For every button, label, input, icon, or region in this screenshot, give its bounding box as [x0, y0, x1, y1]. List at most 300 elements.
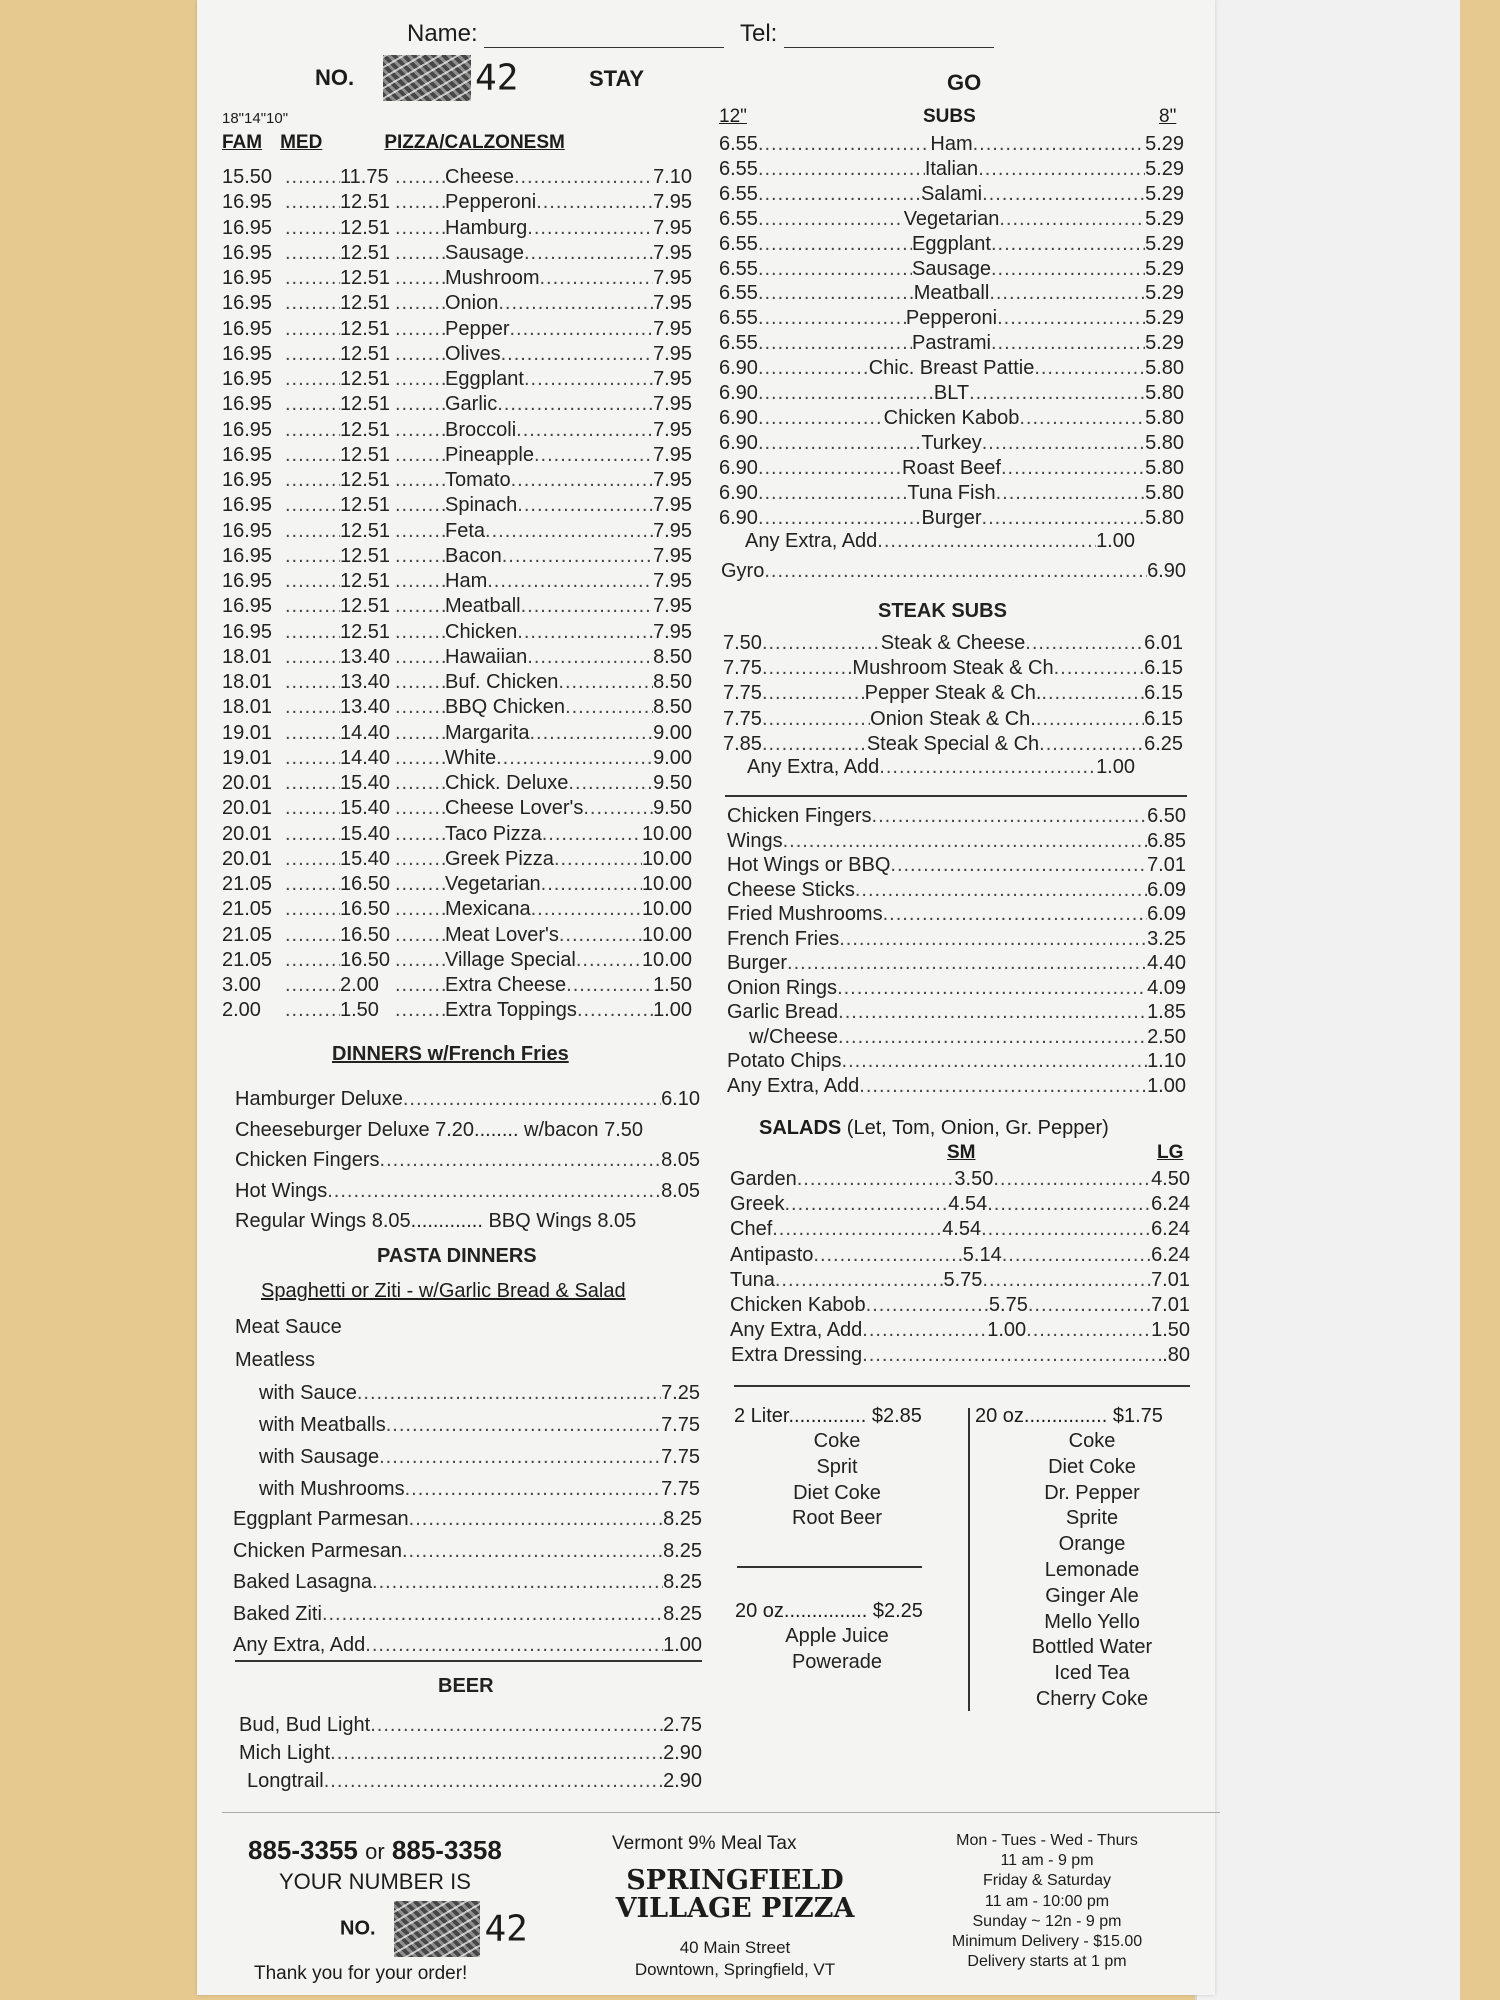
- sub-row-lg-price: 6.90: [719, 406, 758, 429]
- sub-row-sm-price: 5.80: [1145, 481, 1184, 504]
- salad-sm-price: 5.75: [988, 1294, 1028, 1316]
- sub-row-lg-price: 6.55: [719, 257, 758, 280]
- dot-leader: [395, 166, 445, 189]
- sub-extra-price: 1.00: [1096, 530, 1135, 552]
- sub-row: [719, 357, 1184, 380]
- side-name: French Fries: [727, 927, 840, 950]
- dot-leader: [285, 318, 340, 341]
- dot-leader: [395, 444, 445, 467]
- dot-leader: [982, 507, 1146, 530]
- side-name: Chicken Fingers: [727, 805, 872, 827]
- number-stamp: [383, 55, 471, 101]
- subs-size-lg: 12": [719, 106, 747, 127]
- pasta-price: 1.00: [663, 1634, 702, 1656]
- pizza-name: Meat Lover's: [445, 923, 559, 946]
- name-label: Name:: [407, 20, 478, 47]
- twenty-oz-a-item: Powerade: [791, 1650, 883, 1673]
- dot-leader: [285, 166, 340, 189]
- sub-row: [719, 407, 1184, 430]
- dot-leader: [762, 657, 852, 680]
- pizza-sm-price: 7.95: [653, 267, 692, 289]
- dot-leader: [502, 545, 653, 568]
- dot-leader: [357, 1382, 661, 1405]
- tel-field[interactable]: [740, 20, 994, 48]
- side-price: 4.40: [1147, 952, 1186, 974]
- steak-row-sm-price: 6.25: [1144, 732, 1184, 755]
- footer-ticket-number: 42: [484, 1908, 528, 1950]
- pizza-fam-price: 21.05: [222, 923, 273, 946]
- dot-leader: [1028, 1294, 1151, 1317]
- steak-row-lg-price: 7.75: [723, 682, 762, 705]
- meal-tax-note: Vermont 9% Meal Tax: [612, 1833, 797, 1854]
- brand-logo: [590, 1867, 880, 1923]
- pizza-name: Garlic: [445, 393, 498, 416]
- sub-row-sm-price: 5.80: [1145, 357, 1184, 380]
- pizza-sm-price: 7.95: [653, 292, 692, 315]
- pizza-fam-price: 15.50: [222, 166, 273, 188]
- size-fam: 18": [222, 110, 245, 127]
- sub-row-sm-price: 5.29: [1145, 157, 1184, 180]
- hours-line: Mon - Tues - Wed - Thurs: [956, 1832, 1138, 1849]
- side-price: 6.50: [1147, 805, 1186, 827]
- dot-leader: [395, 646, 445, 669]
- gyro-price: 6.90: [1147, 560, 1186, 582]
- salads-note: (Let, Tom, Onion, Gr. Pepper): [846, 1117, 1109, 1139]
- dot-leader: [395, 873, 445, 896]
- pizza-sm-price: 8.50: [653, 645, 692, 668]
- pasta-row: [233, 1508, 702, 1531]
- pizza-fam-price: 16.95: [222, 519, 273, 542]
- sub-row-name: Meatball: [913, 282, 990, 305]
- side-row: [727, 1075, 1186, 1098]
- dot-leader: [982, 183, 1145, 206]
- dot-leader: [379, 1446, 661, 1469]
- pizza-fam-price: 16.95: [222, 191, 273, 214]
- sub-row-sm-price: 5.29: [1145, 133, 1185, 155]
- dot-leader: [583, 797, 653, 820]
- pizza-sm-price: 7.95: [653, 393, 692, 416]
- sub-row: [719, 158, 1184, 181]
- dot-leader: [403, 1088, 661, 1111]
- pizza-sm-price: 7.95: [653, 494, 692, 517]
- pizza-sm-price: 7.95: [653, 418, 692, 441]
- side-price: 1.10: [1147, 1050, 1186, 1072]
- dot-leader: [395, 595, 445, 618]
- sub-row-name: Sausage: [912, 257, 991, 280]
- side-price: 1.00: [1147, 1074, 1186, 1097]
- dot-leader: [395, 848, 445, 871]
- side-row: [749, 1026, 1186, 1049]
- dot-leader: [758, 258, 912, 281]
- dot-leader: [516, 419, 653, 442]
- side-price: 6.09: [1147, 878, 1186, 901]
- dot-leader: [758, 208, 904, 231]
- steak-row-sm-price: 6.15: [1144, 707, 1183, 730]
- pizza-fam-price: 16.95: [222, 342, 273, 365]
- salad-row: [730, 1244, 1190, 1267]
- sub-row-sm-price: 5.29: [1145, 307, 1184, 330]
- pizza-sm-price: 1.00: [653, 999, 692, 1022]
- dot-leader: [285, 949, 340, 972]
- twenty-oz-b-item: Dr. Pepper: [1044, 1481, 1140, 1504]
- name-blank[interactable]: [484, 28, 724, 48]
- sub-row-lg-price: 6.90: [719, 481, 758, 504]
- pizza-med-price: 12.51: [340, 469, 391, 491]
- salads-header: [759, 1117, 1109, 1140]
- side-row: [727, 854, 1186, 877]
- side-name: Wings: [727, 829, 783, 852]
- dot-leader: [285, 545, 340, 568]
- dot-leader: [395, 974, 445, 997]
- dinner-row: [235, 1149, 700, 1172]
- sub-row-sm-price: 5.29: [1145, 207, 1185, 230]
- sub-row-lg-price: 6.90: [719, 382, 758, 404]
- salad-row: [730, 1319, 1190, 1342]
- dot-leader: [862, 1344, 1162, 1367]
- address-line-1: 40 Main Street: [679, 1938, 791, 1957]
- twenty-oz-b-label: 20 oz...............: [975, 1405, 1108, 1427]
- pizza-med-price: 16.50: [340, 898, 391, 921]
- pasta-option-price: 7.75: [661, 1446, 700, 1468]
- twenty-oz-a-price: $2.25: [872, 1600, 923, 1622]
- pizza-row: [222, 999, 692, 1022]
- dot-leader: [529, 722, 653, 745]
- pizza-column-header: [222, 132, 692, 154]
- dot-leader: [989, 282, 1145, 305]
- menu-paper: [197, 0, 1215, 1995]
- hours-line: Sunday ~ 12n - 9 pm: [972, 1912, 1122, 1930]
- address-block: [590, 1937, 880, 1981]
- pizza-name: Vegetarian: [445, 873, 541, 895]
- dot-leader: [285, 974, 340, 997]
- dot-leader: [510, 318, 654, 341]
- sub-row-lg-price: 6.90: [719, 456, 758, 479]
- dot-leader: [534, 444, 653, 467]
- salad-lg-price: 6.24: [1151, 1218, 1190, 1241]
- dinner-row-price: 8.05: [661, 1179, 700, 1202]
- dot-leader: [1019, 407, 1145, 430]
- dot-leader: [1054, 657, 1144, 680]
- pasta-option-row: [259, 1382, 700, 1405]
- sub-row-lg-price: 6.55: [719, 133, 758, 155]
- salad-row: [730, 1218, 1190, 1241]
- side-price: 7.01: [1147, 854, 1186, 876]
- pizza-fam-price: 19.01: [222, 721, 273, 744]
- dot-leader: [762, 682, 865, 705]
- two-liter-list: [737, 1429, 937, 1532]
- pizza-name: Hamburg: [445, 216, 528, 239]
- dot-leader: [285, 217, 340, 240]
- pizza-size-row: [222, 110, 692, 127]
- salad-sm-price: 5.14: [962, 1243, 1002, 1266]
- ticket-header: [315, 55, 518, 101]
- dot-leader: [758, 133, 930, 156]
- pizza-fam-price: 18.01: [222, 645, 273, 668]
- pizza-med-price: 16.50: [340, 923, 391, 946]
- sub-row-lg-price: 6.55: [719, 207, 758, 230]
- dot-leader: [285, 999, 340, 1022]
- pizza-sm-price: 7.95: [653, 368, 692, 390]
- dot-leader: [758, 382, 934, 405]
- pizza-name: Mexicana: [445, 898, 531, 921]
- pizza-row: [222, 823, 692, 846]
- twenty-oz-a-label: 20 oz...............: [735, 1600, 868, 1622]
- steak-row-lg-price: 7.75: [723, 657, 762, 680]
- two-liter-item: Coke: [813, 1430, 861, 1452]
- side-price: 6.09: [1147, 903, 1186, 925]
- pizza-sm-price: 9.50: [653, 772, 692, 794]
- sub-row-name: Burger: [921, 506, 982, 529]
- dot-leader: [409, 1508, 663, 1531]
- side-row: [727, 903, 1186, 926]
- tel-blank[interactable]: [784, 28, 994, 48]
- pizza-fam-price: 16.95: [222, 620, 273, 643]
- sub-row: [719, 307, 1184, 330]
- pasta-title: PASTA DINNERS: [377, 1245, 537, 1267]
- thank-you-text: Thank you for your order!: [254, 1963, 468, 1984]
- pizza-med-price: 12.51: [340, 544, 391, 567]
- sub-row-lg-price: 6.90: [719, 357, 758, 380]
- side-row: [727, 977, 1186, 1000]
- dot-leader: [324, 1770, 663, 1793]
- pizza-row: [222, 520, 692, 543]
- sub-row-name: Eggplant: [912, 232, 991, 255]
- pizza-fam-price: 16.95: [222, 393, 273, 416]
- name-field[interactable]: [407, 20, 724, 48]
- dot-leader: [559, 924, 642, 947]
- pizza-med-price: 14.40: [340, 746, 391, 769]
- dot-leader: [981, 1218, 1151, 1241]
- sides-divider: [725, 795, 1187, 797]
- pizza-fam-price: 20.01: [222, 847, 273, 870]
- pizza-row: [222, 595, 692, 618]
- dot-leader: [554, 848, 642, 871]
- gyro-label: Gyro: [721, 560, 765, 582]
- pasta-row: [233, 1571, 702, 1594]
- dot-leader: [991, 233, 1145, 256]
- pizza-row: [222, 419, 692, 442]
- dot-leader: [285, 873, 340, 896]
- pizza-row: [222, 671, 692, 694]
- dot-leader: [982, 1269, 1151, 1292]
- salad-name: Chicken Kabob: [730, 1294, 866, 1316]
- pizza-row: [222, 924, 692, 947]
- pizza-row: [222, 898, 692, 921]
- pizza-fam-price: 20.01: [222, 797, 273, 820]
- pizza-sm-price: 7.10: [653, 166, 692, 188]
- dot-leader: [866, 1294, 989, 1317]
- dinner-row: [235, 1210, 700, 1233]
- dot-leader: [859, 1075, 1147, 1098]
- dot-leader: [1026, 1319, 1151, 1342]
- pizza-name: Ham: [445, 570, 488, 592]
- dot-leader: [395, 292, 445, 315]
- pizza-row: [222, 242, 692, 265]
- dot-leader: [539, 267, 653, 290]
- pizza-sm-price: 1.50: [653, 974, 692, 996]
- two-liter-item: Sprit: [816, 1455, 858, 1478]
- dot-leader: [395, 772, 445, 795]
- pizza-sm-price: 10.00: [641, 847, 692, 870]
- phone-line: [248, 1835, 502, 1866]
- pizza-fam-price: 16.95: [222, 570, 273, 592]
- dot-leader: [758, 457, 902, 480]
- pizza-row: [222, 873, 692, 896]
- twenty-oz-b-item: Bottled Water: [1031, 1636, 1153, 1659]
- phone-or: or: [365, 1839, 385, 1864]
- pizza-row: [222, 343, 692, 366]
- dot-leader: [395, 520, 445, 543]
- dot-leader: [839, 928, 1147, 951]
- dot-leader: [566, 974, 653, 997]
- dot-leader: [837, 977, 1147, 1000]
- dot-leader: [758, 282, 914, 305]
- dot-leader: [395, 419, 445, 442]
- pasta-option-price: 7.25: [661, 1382, 700, 1404]
- drinks-vertical-divider: [968, 1408, 970, 1711]
- steak-row: [723, 682, 1183, 705]
- dot-leader: [879, 756, 1096, 779]
- dot-leader: [285, 823, 340, 846]
- gyro-row: [721, 560, 1186, 583]
- sub-row: [719, 332, 1184, 355]
- dot-leader: [982, 432, 1145, 455]
- dot-leader: [395, 217, 445, 240]
- side-price: 4.09: [1147, 976, 1186, 999]
- dot-leader: [758, 507, 922, 530]
- side-row: [727, 879, 1186, 902]
- pizza-med-price: 2.00: [340, 974, 379, 996]
- dot-leader: [758, 332, 912, 355]
- pizza-fam-price: 16.95: [222, 494, 273, 517]
- sub-row: [719, 382, 1184, 405]
- dot-leader: [285, 924, 340, 947]
- salad-row: [730, 1269, 1190, 1292]
- pizza-name: Onion: [445, 292, 499, 315]
- pizza-sm-price: 7.95: [653, 544, 692, 567]
- dinner-row-name: Hamburger Deluxe: [235, 1088, 403, 1110]
- dot-leader: [1036, 708, 1144, 731]
- twenty-oz-b-item: Diet Coke: [1048, 1455, 1136, 1478]
- salad-sm-price: 3.50: [954, 1168, 994, 1190]
- dot-leader: [330, 1742, 663, 1765]
- pizza-sm-price: 9.00: [653, 746, 692, 769]
- brand-line-2: VILLAGE PIZZA: [615, 1893, 855, 1924]
- salad-sm-price: 1.00: [987, 1319, 1027, 1342]
- pizza-row: [222, 848, 692, 871]
- pizza-name: Buf. Chicken: [445, 671, 559, 693]
- dot-leader: [558, 671, 653, 694]
- beer-title: BEER: [438, 1675, 494, 1697]
- pizza-name: Cheese Lover's: [445, 797, 584, 820]
- pizza-med-price: 14.40: [340, 721, 391, 744]
- pizza-fam-price: 21.05: [222, 948, 273, 971]
- pizza-med-price: 1.50: [340, 999, 379, 1022]
- footer-ticket: [340, 1901, 528, 1957]
- two-liter-price: $2.85: [871, 1405, 922, 1427]
- sub-row: [719, 282, 1184, 305]
- dot-leader: [762, 708, 870, 731]
- dot-leader: [890, 854, 1147, 877]
- pasta-row: [233, 1634, 702, 1657]
- side-row: [727, 928, 1186, 951]
- pizza-name: Village Special: [445, 948, 576, 971]
- pizza-med-price: 16.50: [340, 948, 391, 971]
- dinner-row-name: Regular Wings 8.05............. BBQ Wings 8.05: [235, 1210, 637, 1232]
- dot-leader: [758, 482, 907, 505]
- your-number-label: YOUR NUMBER IS: [279, 1869, 471, 1894]
- dot-leader: [380, 1149, 662, 1172]
- sub-row-sm-price: 5.29: [1145, 282, 1185, 305]
- twenty-oz-b-list: [977, 1429, 1207, 1713]
- dot-leader: [285, 267, 340, 290]
- pizza-sm-price: 7.95: [653, 342, 692, 365]
- pasta-name: Any Extra, Add: [233, 1634, 366, 1656]
- pizza-fam-price: 18.01: [222, 671, 273, 693]
- dot-leader: [973, 133, 1145, 156]
- dot-leader: [501, 343, 653, 366]
- pizza-med-price: 12.51: [340, 443, 391, 466]
- side-name: Any Extra, Add: [727, 1074, 860, 1097]
- pizza-med-price: 13.40: [340, 696, 391, 719]
- side-name: w/Cheese: [749, 1025, 838, 1048]
- pizza-fam-price: 16.95: [222, 544, 273, 567]
- pasta-plain-row: Meatless: [235, 1349, 316, 1371]
- dot-leader: [517, 494, 653, 517]
- pizza-med-price: 16.50: [340, 873, 391, 895]
- pizza-sm-price: 7.95: [653, 317, 692, 340]
- pizza-med-price: 12.51: [340, 267, 391, 289]
- hours-block: [922, 1831, 1172, 1972]
- salads-col-lg: LG: [1157, 1142, 1184, 1163]
- dot-leader: [402, 1540, 663, 1563]
- dot-leader: [877, 530, 1096, 553]
- pizza-med-price: 15.40: [340, 847, 391, 870]
- dot-leader: [498, 292, 653, 315]
- pizza-fam-price: 16.95: [222, 595, 273, 618]
- sub-row-name: Turkey: [921, 431, 982, 454]
- dot-leader: [842, 1050, 1148, 1073]
- pizza-med-price: 12.51: [340, 216, 391, 239]
- dot-leader: [285, 621, 340, 644]
- side-name: Hot Wings or BBQ: [727, 854, 891, 876]
- pizza-name: Bacon: [445, 544, 502, 567]
- pizza-name: Extra Toppings: [445, 999, 577, 1022]
- steak-row-lg-price: 7.75: [723, 707, 762, 730]
- pasta-name: Chicken Parmesan: [233, 1539, 402, 1562]
- pizza-name: BBQ Chicken: [445, 696, 566, 719]
- side-name: Potato Chips: [727, 1050, 842, 1072]
- dot-leader: [285, 368, 340, 391]
- pasta-price: 8.25: [663, 1508, 702, 1530]
- sub-row-name: Italian: [924, 157, 979, 180]
- dot-leader: [285, 520, 340, 543]
- sub-row-lg-price: 6.55: [719, 332, 758, 355]
- dot-leader: [285, 595, 340, 618]
- tel-label: Tel:: [740, 20, 778, 47]
- dot-leader: [758, 432, 921, 455]
- pasta-name: Baked Lasagna: [233, 1571, 373, 1593]
- pizza-med-price: 12.51: [340, 342, 391, 365]
- dot-leader: [872, 805, 1148, 828]
- pizza-fam-price: 16.95: [222, 216, 273, 239]
- sub-row: [719, 233, 1184, 256]
- dot-leader: [883, 903, 1147, 926]
- pizza-sm-price: 7.95: [653, 443, 692, 466]
- dot-leader: [395, 191, 445, 214]
- pizza-med-price: 12.51: [340, 241, 391, 264]
- two-liter-item: Diet Coke: [793, 1481, 881, 1504]
